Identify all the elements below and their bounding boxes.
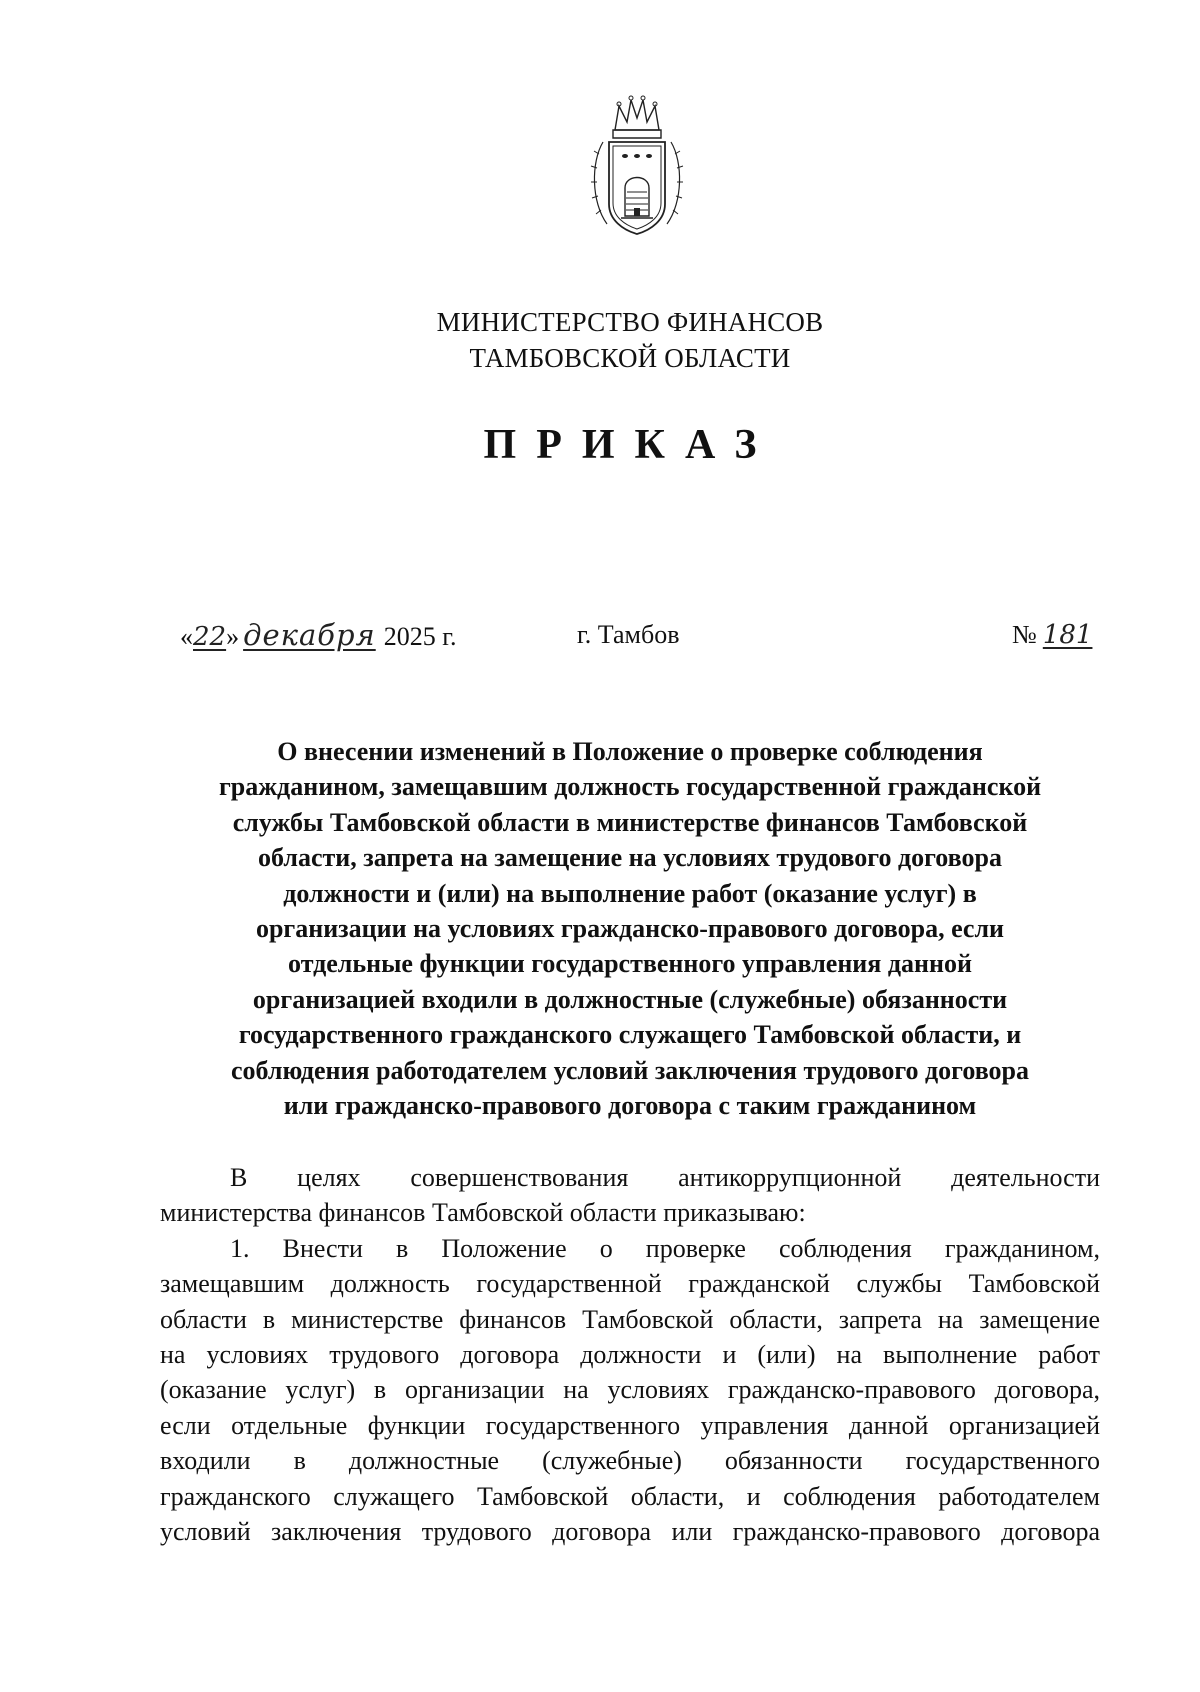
date-quote-close: »	[226, 622, 240, 651]
heading-line: организации на условиях гражданско-правового договора, если	[255, 914, 1005, 944]
body-line: гражданского служащего Тамбовской области, и соблюдения работодателем	[160, 1481, 1100, 1511]
order-body	[160, 1160, 1100, 1549]
heading-line: гражданином, замещавшим должность государственной гражданской	[218, 772, 1042, 802]
heading-line: О внесении изменений в Положение о проверке соблюдения	[277, 737, 983, 766]
document-type-title: ПРИКАЗ	[483, 422, 777, 468]
number-value: 181	[1042, 620, 1093, 650]
heading-line: государственного гражданского служащего Тамбовской области, и	[238, 1020, 1022, 1050]
body-line: министерства финансов Тамбовской области приказываю:	[160, 1198, 806, 1228]
body-line: входили в должностные (служебные) обязанности государственного	[160, 1446, 1100, 1476]
coat-of-arms-emblem	[585, 92, 689, 242]
ministry-name-line2: ТАМБОВСКОЙ ОБЛАСТИ	[469, 343, 791, 373]
body-line: на условиях трудового договора должности и (или) на выполнение работ	[160, 1340, 1100, 1370]
date-day: 22	[193, 622, 227, 652]
heading-line: службы Тамбовской области в министерстве финансов Тамбовской	[232, 807, 1028, 837]
heading-line: области, запрета на замещение на условиях трудового договора	[258, 843, 1002, 873]
body-line: области в министерстве финансов Тамбовской области, запрета на замещение	[160, 1304, 1100, 1334]
order-number	[1012, 618, 1092, 652]
body-line: условий заключения трудового договора или гражданско-правового договора	[160, 1517, 1100, 1547]
heading-line: соблюдения работодателем условий заключения трудового договора	[230, 1055, 1030, 1085]
body-line: 1. Внести в Положение о проверке соблюдения гражданином,	[230, 1233, 1100, 1263]
ministry-name-line1: МИНИСТЕРСТВО ФИНАНСОВ	[436, 307, 824, 337]
order-heading	[160, 734, 1100, 1123]
body-line: если отдельные функции государственного управления данной организацией	[160, 1410, 1100, 1440]
body-line: В целях совершенствования антикоррупционной деятельности	[230, 1163, 1100, 1192]
heading-line: или гражданско-правового договора с таким гражданином	[283, 1091, 977, 1121]
heading-line: отдельные функции государственного управления данной	[288, 949, 972, 979]
order-date	[180, 618, 456, 654]
body-line: замещавшим должность государственной гражданской службы Тамбовской	[160, 1269, 1100, 1299]
heading-line: должности и (или) на выполнение работ (оказание услуг) в	[283, 878, 977, 908]
date-quote-open: «	[180, 622, 193, 651]
number-label: №	[1012, 620, 1037, 649]
heading-line: организацией входили в должностные (служебные) обязанности	[252, 984, 1008, 1014]
date-month: декабря	[243, 618, 376, 652]
order-city: г. Тамбов	[577, 620, 680, 649]
body-line: (оказание услуг) в организации на условиях гражданско-правового договора,	[160, 1375, 1100, 1405]
date-year: 2025 г.	[383, 622, 457, 651]
